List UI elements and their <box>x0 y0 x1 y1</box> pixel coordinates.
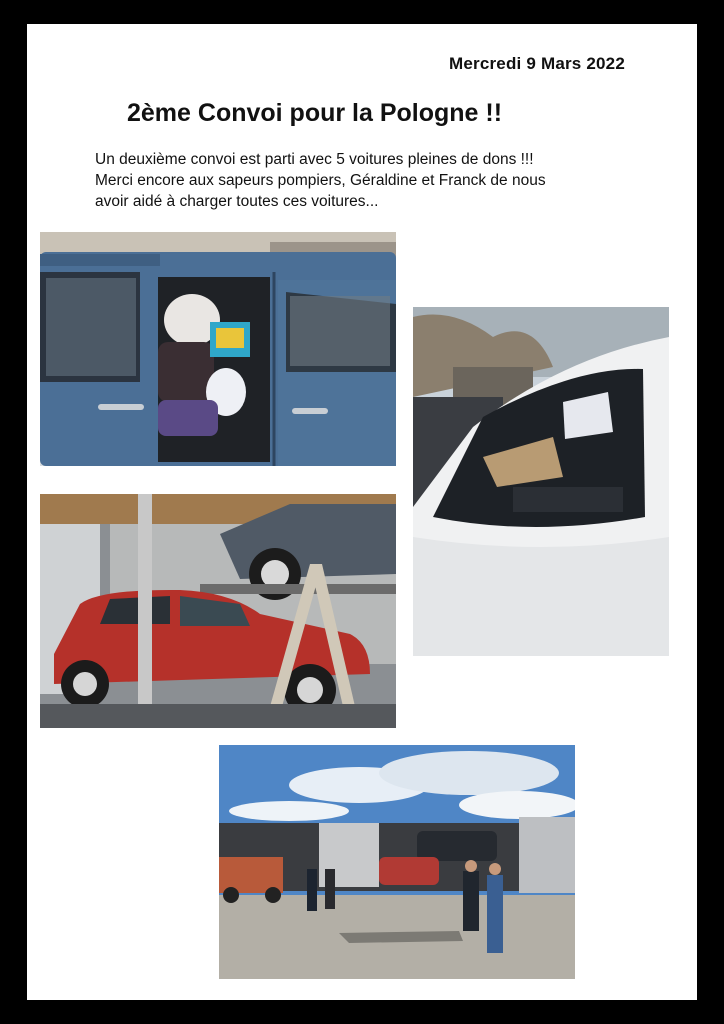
intro-paragraph <box>95 149 655 212</box>
document-page <box>27 24 697 1000</box>
convoy-truck-parking-photo <box>219 745 575 979</box>
intro-line: Merci encore aux sapeurs pompiers, Géraldine et Franck de nous <box>95 172 546 189</box>
intro-line: avoir aidé à charger toutes ces voitures... <box>95 193 379 210</box>
blue-van-loaded-photo <box>40 232 396 466</box>
document-date: Mercredi 9 Mars 2022 <box>449 54 625 73</box>
cars-on-truck-photo <box>40 494 396 728</box>
document-title: 2ème Convoi pour la Pologne !! <box>127 99 503 127</box>
white-car-loaded-photo <box>413 307 669 656</box>
intro-line: Un deuxième convoi est parti avec 5 voitures pleines de dons !!! <box>95 151 534 168</box>
